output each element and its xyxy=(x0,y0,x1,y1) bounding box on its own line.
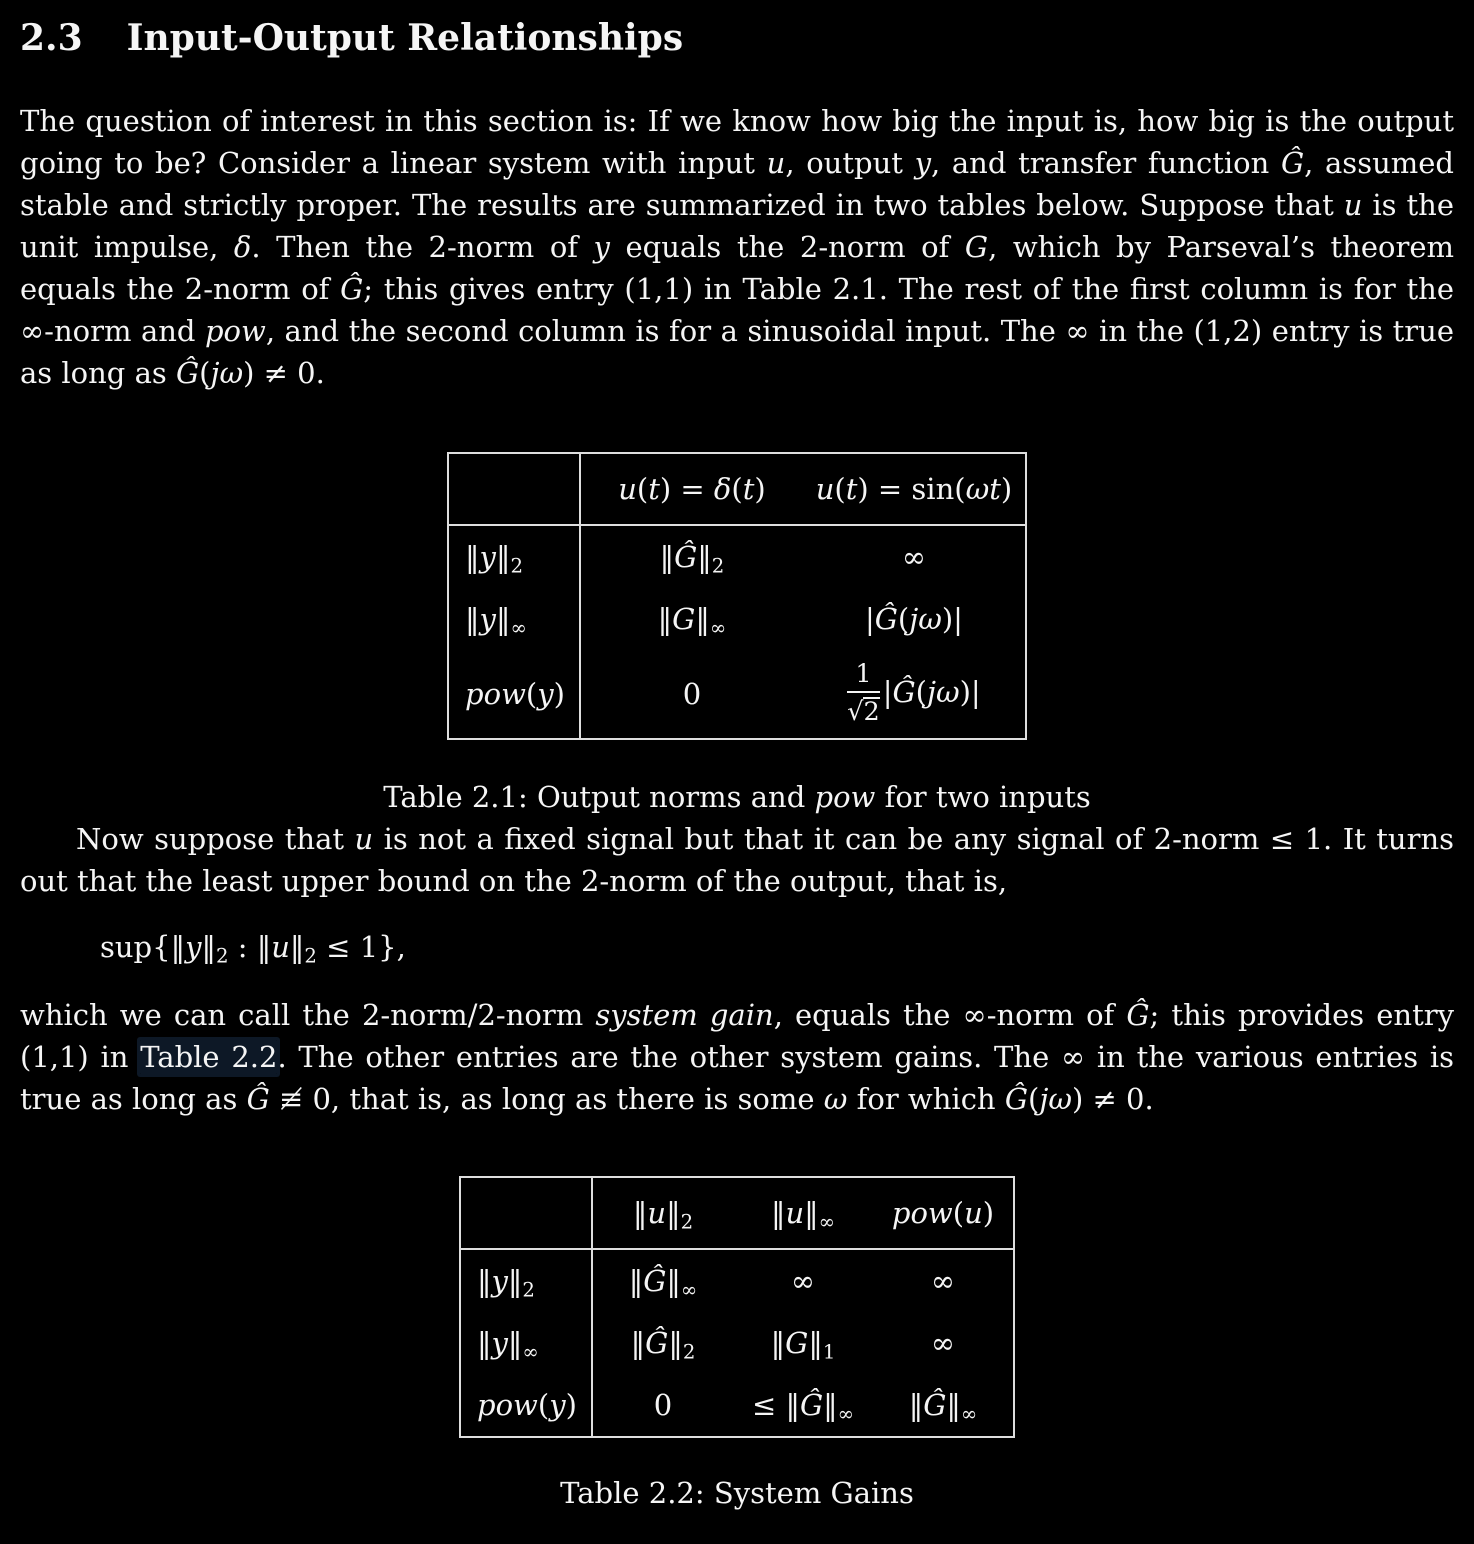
table-2-1-container xyxy=(20,452,1454,818)
paragraph-intro: The question of interest in this section is: If we know how big the input is, how big is the output going to be? Consider a linear system with input u, output y, and transfer function Ĝ, assumed stable and strictly proper. The results are summarized in two tables below. Suppose that u is the unit impulse, δ. Then the 2-norm of y equals the 2-norm of G, which by Parseval’s theorem equals the 2-norm of Ĝ; this gives entry (1,1) in Table 2.1. The rest of the first column is for the ∞-norm and pow, and the second column is for a sinusoidal input. The ∞ in the (1,2) entry is true as long as Ĝ(jω) ≠ 0. xyxy=(20,104,1454,390)
table-row xyxy=(448,650,1026,739)
table-cell: 0 xyxy=(682,677,702,711)
table-cell: ∞ xyxy=(790,1264,816,1298)
table-2-2 xyxy=(459,1176,1015,1438)
table-cell: 0 xyxy=(653,1388,673,1422)
table-corner-cell xyxy=(448,453,580,525)
section-number: 2.3 xyxy=(20,17,83,59)
table-cell: $‖G‖_\infty$ xyxy=(657,602,727,640)
row-label: $‖y‖_2$ xyxy=(448,525,580,588)
table-cell: $‖Ĝ‖_2$ xyxy=(630,1326,696,1364)
table-2-2-container xyxy=(20,1176,1454,1514)
row-label: $‖y‖_2$ xyxy=(460,1249,592,1312)
row-label: $‖y‖_\infty$ xyxy=(448,588,580,650)
row-label: pow(y) xyxy=(460,1374,592,1437)
table-cell: $‖Ĝ‖_\infty$ xyxy=(628,1264,698,1302)
table-cell: $‖G‖_1$ xyxy=(770,1326,836,1364)
column-header: $‖u‖_\infty$ xyxy=(770,1196,836,1234)
table-2-2-link[interactable]: Table 2.2 xyxy=(140,1040,278,1074)
table-row xyxy=(460,1374,1014,1437)
table-cell: $‖Ĝ‖_\infty$ xyxy=(908,1388,978,1426)
section-title: Input-Output Relationships xyxy=(126,17,684,59)
column-header: u(t) = sin(ωt) xyxy=(815,472,1013,506)
table-cell: |Ĝ(jω)| xyxy=(864,602,963,636)
table-2-1-caption: Table 2.1: Output norms and pow for two inputs xyxy=(383,780,1091,814)
table-cell: ∞ xyxy=(901,540,927,574)
table-cell: $\frac{1}{√2}$ |Ĝ(jω)| xyxy=(847,658,981,728)
one-over-sqrt2-fraction: $\frac{1}{√2}$ xyxy=(847,658,880,728)
table-2-1 xyxy=(447,452,1027,740)
table-2-2-caption: Table 2.2: System Gains xyxy=(560,1476,914,1510)
table-row xyxy=(460,1249,1014,1312)
row-label: $‖y‖_\infty$ xyxy=(460,1312,592,1374)
paragraph-suppose: Now suppose that u is not a fixed signal but that it can be any signal of 2-norm ≤ 1. It turns out that the least upper bound on the 2-norm of the output, that is, xyxy=(20,822,1455,898)
table-cell: ∞ xyxy=(930,1264,956,1298)
table-cell: $‖Ĝ‖_2$ xyxy=(659,540,725,578)
row-label: pow(y) xyxy=(448,650,580,739)
column-header: u(t) = δ(t) xyxy=(618,472,766,506)
table-corner-cell xyxy=(460,1177,592,1249)
column-header: $‖u‖_2$ xyxy=(632,1196,694,1234)
table-cell: ≤ $‖Ĝ‖_\infty$ xyxy=(751,1388,855,1426)
table-cell: ∞ xyxy=(930,1326,956,1360)
section-heading xyxy=(20,14,1454,62)
paragraph-system-gain: which we can call the 2-norm/2-norm system gain, equals the ∞-norm of Ĝ; this provides entry (1,1) in Table 2.2. The other entries are the other system gains. The ∞ in the various entries is true as long as Ĝ ≢ 0, that is, as long as there is some ω for which Ĝ(jω) ≠ 0. xyxy=(20,998,1454,1116)
table-row xyxy=(460,1312,1014,1374)
display-equation: $sup\{‖y‖_2$ : $‖u‖_2 \le 1$}, xyxy=(100,930,406,968)
table-row xyxy=(448,588,1026,650)
table-row xyxy=(448,525,1026,588)
column-header: pow(u) xyxy=(891,1196,995,1230)
